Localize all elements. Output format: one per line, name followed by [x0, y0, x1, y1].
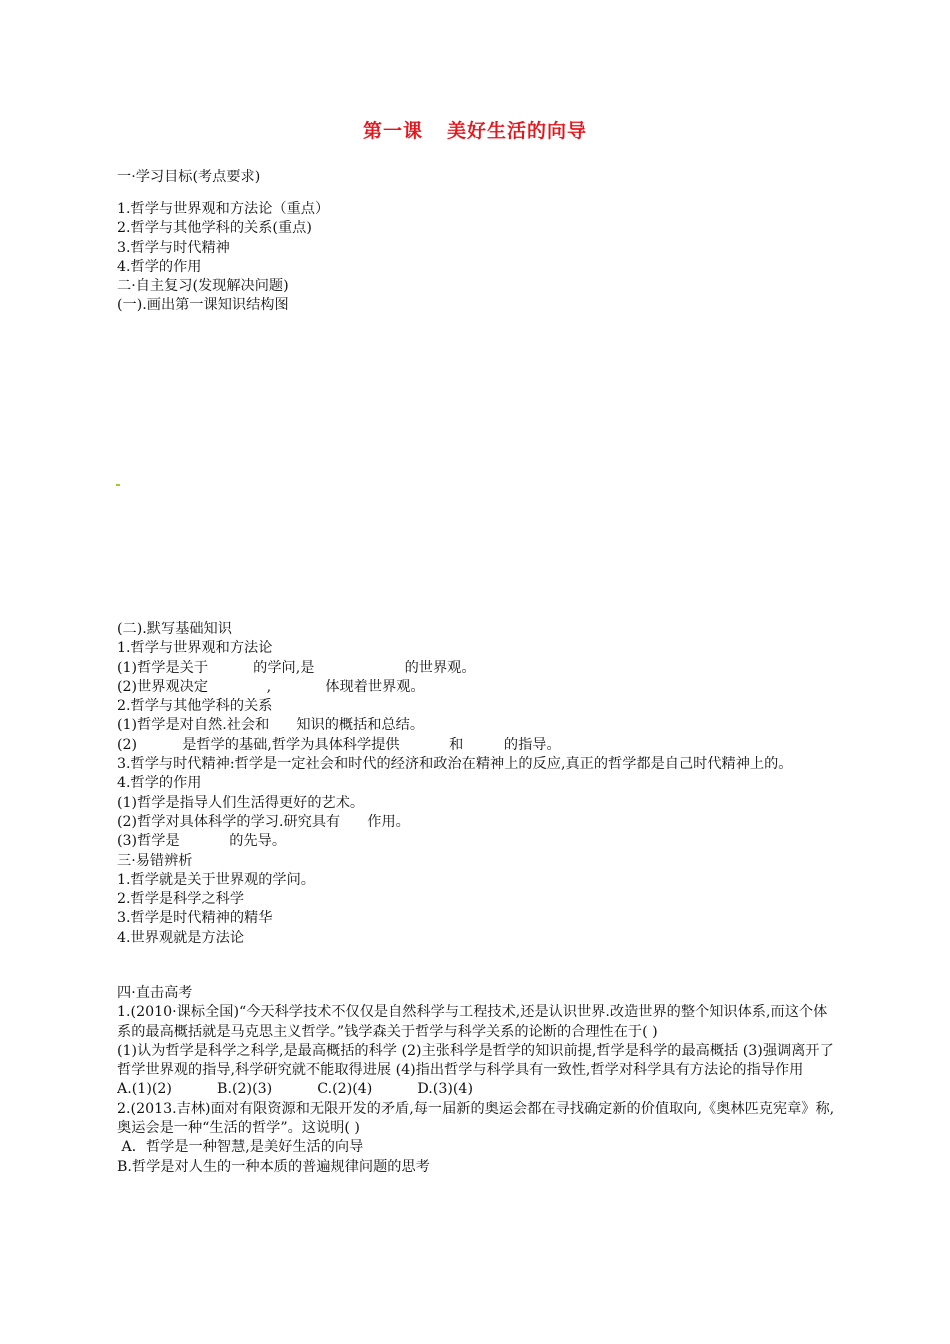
question-1-choices: A.(1)(2) B.(2)(3) C.(2)(4) D.(3)(4)	[117, 1081, 473, 1098]
list-item: 2.哲学与其他学科的关系	[117, 698, 273, 715]
list-item: 4.哲学的作用	[117, 775, 202, 792]
question-1-stem: 1.(2010·课标全国)“今天科学技术不仅仅是自然科学与工程技术,还是认识世界.改造世界的整个知识体系,而这个体系的最高概括就是马克思主义哲学。”钱学森关于哲学与科学关系的论断的合理性在于( )	[117, 1004, 828, 1040]
margin-mark	[116, 484, 120, 486]
fill-blank-line: (2) 是哲学的基础,哲学为具体科学提供 和 的指导。	[117, 736, 561, 753]
section-heading: 三·易错辨析	[117, 852, 193, 869]
list-item: 4.哲学的作用	[117, 258, 202, 275]
subsection-heading: (二).默写基础知识	[117, 621, 232, 637]
question-1-statements: (1)认为哲学是科学之科学,是最高概括的科学 (2)主张科学是哲学的知识前提,哲学是科学的最高概括 (3)强调离开了哲学世界观的指导,科学研究就不能取得进展 (4)指出哲学与科学具有一致性,哲学对科学具有方法论的指导作用	[117, 1042, 834, 1079]
fill-blank-line: (2)哲学对具体科学的学习.研究具有 作用。	[117, 813, 410, 830]
list-item: (1)哲学是指导人们生活得更好的艺术。	[117, 794, 365, 811]
title-topic: 美好生活的向导	[447, 120, 588, 142]
fill-blank-line: (1)哲学是对自然.社会和 知识的概括和总结。	[117, 717, 425, 734]
list-item: 1.哲学就是关于世界观的学问。	[117, 871, 315, 888]
section-heading: 四·直击高考	[117, 985, 193, 1001]
list-item: 3.哲学与时代精神	[117, 239, 230, 256]
section-heading: 二·自主复习(发现解决问题)	[117, 278, 289, 295]
section-heading: 一·学习目标(考点要求)	[117, 169, 261, 185]
title-lesson: 第一课	[362, 120, 423, 142]
question-2-choice-b: B.哲学是对人生的一种本质的普遍规律问题的思考	[117, 1158, 430, 1175]
page-title	[0, 116, 950, 143]
fill-blank-line: (1)哲学是关于 的学问,是 的世界观。	[117, 659, 476, 676]
goals-list	[117, 200, 837, 316]
list-item: 3.哲学与时代精神:哲学是一定社会和时代的经济和政治在精神上的反应,真正的哲学都是自己时代精神上的。	[117, 756, 793, 773]
question-2-stem: 2.(2013.吉林)面对有限资源和无限开发的矛盾,每一届新的奥运会都在寻找确定新的价值取向,《奥林匹克宪章》称,奥运会是一种“生活的哲学”。这说明( )	[117, 1100, 835, 1137]
list-item: 2.哲学与其他学科的关系(重点)	[117, 220, 312, 237]
list-item: 1.哲学与世界观和方法论（重点）	[117, 201, 330, 217]
fill-blank-line: (3)哲学是 的先导。	[117, 833, 287, 850]
subsection-heading: (一).画出第一课知识结构图	[117, 297, 289, 314]
list-item: 4.世界观就是方法论	[117, 929, 245, 946]
list-item: 1.哲学与世界观和方法论	[117, 640, 273, 657]
section-learning-goals	[117, 168, 837, 187]
list-item: 3.哲学是时代精神的精华	[117, 910, 273, 927]
basic-knowledge	[117, 620, 837, 948]
section-exam	[117, 984, 837, 1177]
question-2-choice-a: A．哲学是一种智慧,是美好生活的向导	[117, 1139, 364, 1156]
list-item: 2.哲学是科学之科学	[117, 891, 245, 908]
fill-blank-line: (2)世界观决定 , 体现着世界观。	[117, 678, 425, 695]
